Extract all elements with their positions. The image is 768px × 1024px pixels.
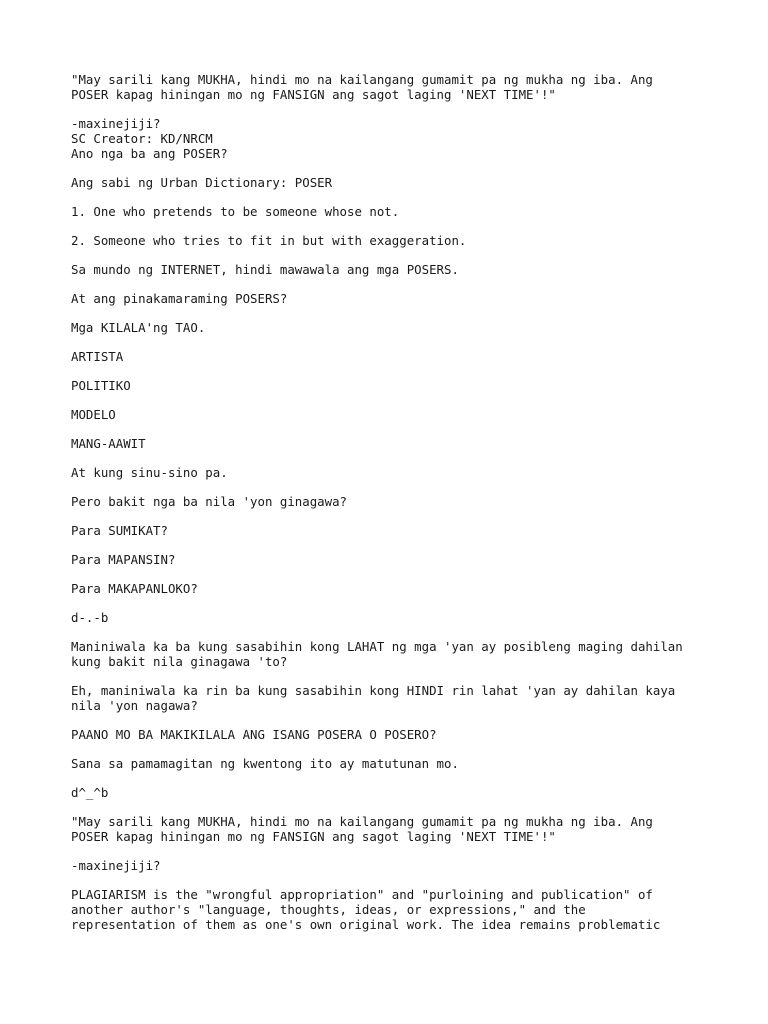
text-line: Mga KILALA'ng TAO. — [71, 320, 206, 335]
text-line: At ang pinakamaraming POSERS? — [71, 291, 288, 306]
text-line: -maxinejiji? — [71, 116, 161, 131]
text-line: 2. Someone who tries to fit in but with exaggeration. — [71, 233, 467, 248]
paragraph — [71, 610, 711, 625]
document-page — [71, 72, 711, 946]
text-line: d-.-b — [71, 610, 109, 625]
paragraph — [71, 858, 711, 873]
text-line: Para SUMIKAT? — [71, 523, 168, 538]
text-line: "May sarili kang MUKHA, hindi mo na kailangang gumamit pa ng mukha ng iba. Ang — [71, 814, 653, 829]
text-line: "May sarili kang MUKHA, hindi mo na kailangang gumamit pa ng mukha ng iba. Ang — [71, 72, 653, 87]
paragraph — [71, 756, 711, 771]
paragraph — [71, 785, 711, 800]
paragraph — [71, 523, 711, 538]
text-line: PLAGIARISM is the "wrongful appropriation" and "purloining and publication" of — [71, 887, 653, 902]
text-line: Ano nga ba ang POSER? — [71, 146, 228, 161]
paragraph — [71, 494, 711, 509]
paragraph — [71, 465, 711, 480]
paragraph — [71, 436, 711, 451]
paragraph — [71, 175, 711, 190]
text-line: Pero bakit nga ba nila 'yon ginagawa? — [71, 494, 348, 509]
paragraph — [71, 349, 711, 364]
paragraph — [71, 887, 711, 932]
text-line: MODELO — [71, 407, 116, 422]
text-line: PAANO MO BA MAKIKILALA ANG ISANG POSERA O POSERO? — [71, 727, 437, 742]
text-line: d^_^b — [71, 785, 109, 800]
text-line: Ang sabi ng Urban Dictionary: POSER — [71, 175, 333, 190]
paragraph — [71, 204, 711, 219]
paragraph — [71, 320, 711, 335]
paragraph — [71, 116, 711, 161]
paragraph — [71, 291, 711, 306]
text-line: -maxinejiji? — [71, 858, 161, 873]
text-line: Sa mundo ng INTERNET, hindi mawawala ang mga POSERS. — [71, 262, 459, 277]
paragraph — [71, 407, 711, 422]
text-line: POLITIKO — [71, 378, 131, 393]
text-line: 1. One who pretends to be someone whose not. — [71, 204, 400, 219]
paragraph — [71, 639, 711, 669]
text-line: another author's "language, thoughts, ideas, or expressions," and the — [71, 902, 586, 917]
paragraph — [71, 683, 711, 713]
paragraph — [71, 233, 711, 248]
text-line: Maniniwala ka ba kung sasabihin kong LAHAT ng mga 'yan ay posibleng maging dahilan — [71, 639, 683, 654]
paragraph — [71, 552, 711, 567]
text-line: POSER kapag hiningan mo ng FANSIGN ang sagot laging 'NEXT TIME'!" — [71, 87, 556, 102]
paragraph — [71, 72, 711, 102]
paragraph — [71, 814, 711, 844]
text-line: kung bakit nila ginagawa 'to? — [71, 654, 288, 669]
paragraph — [71, 262, 711, 277]
text-line: SC Creator: KD/NRCM — [71, 131, 213, 146]
text-line: ARTISTA — [71, 349, 124, 364]
text-line: nila 'yon nagawa? — [71, 698, 198, 713]
text-line: At kung sinu-sino pa. — [71, 465, 228, 480]
text-line: MANG-AAWIT — [71, 436, 146, 451]
text-line: representation of them as one's own original work. The idea remains problematic — [71, 917, 661, 932]
paragraph — [71, 581, 711, 596]
text-line: Para MAKAPANLOKO? — [71, 581, 198, 596]
paragraph — [71, 378, 711, 393]
text-line: Eh, maniniwala ka rin ba kung sasabihin kong HINDI rin lahat 'yan ay dahilan kaya — [71, 683, 676, 698]
text-line: Para MAPANSIN? — [71, 552, 176, 567]
text-line: POSER kapag hiningan mo ng FANSIGN ang sagot laging 'NEXT TIME'!" — [71, 829, 556, 844]
text-line: Sana sa pamamagitan ng kwentong ito ay matutunan mo. — [71, 756, 459, 771]
paragraph — [71, 727, 711, 742]
